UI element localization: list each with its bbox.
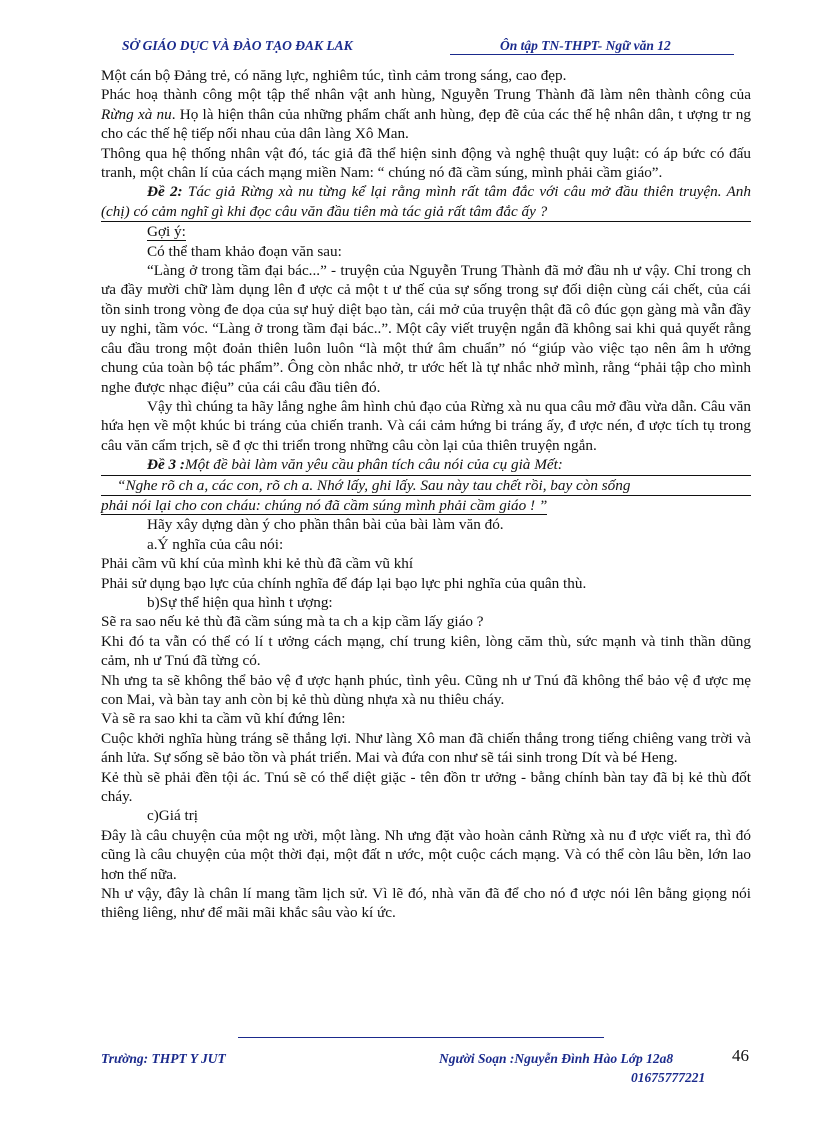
paragraph: Phải sử dụng bạo lực của chính nghĩa để đáp lại bạo lực phi nghĩa của quân thù. — [101, 574, 587, 592]
section-heading: b)Sự thể hiện qua hình t ượng: — [147, 593, 333, 611]
paragraph: Phải cầm vũ khí của mình khi kẻ thù đã cầm vũ khí — [101, 555, 414, 573]
document-body — [101, 66, 751, 923]
topic-2: Đề 2: Tác giả Rừng xà nu từng kể lại rằng mình rất tâm đắc với câu mở đầu thiên truyện. Anh (chị) có cảm nghĩ gì khi đọc câu văn đầu tiên mà tác giả rất tâm đắc ấy ? — [101, 182, 751, 222]
quote-line: “Nghe rõ ch a, các con, rõ ch a. Nhớ lấy, ghi lấy. Sau này tau chết rồi, bay còn sống — [101, 476, 751, 496]
page-number: 46 — [732, 1046, 749, 1065]
hint-heading: Gợi ý: — [147, 223, 186, 241]
footer-school: Trường: THPT Y JUT — [101, 1051, 226, 1066]
paragraph: Kẻ thù sẽ phải đền tội ác. Tnú sẽ có thể diệt giặc - tên đồn tr ưởng - bằng chính bàn tay đã bị kẻ thù đốt cháy. — [101, 768, 751, 806]
page-header — [122, 36, 734, 58]
paragraph: Đây là câu chuyện của một ng ười, một làng. Nh ưng đặt vào hoàn cảnh Rừng xà nu đ ược viết ra, thì đó cũng là câu chuyện của một thời đại, một đất n ước, một cuộc cách mạng. Và có thể còn lâu bền, lớn lao hơn thế nữa. — [101, 826, 751, 883]
paragraph: Nh ưng ta sẽ không thể bảo vệ đ ược hạnh phúc, tình yêu. Cũng nh ư Tnú đã không thể bảo vệ đ ược mẹ con Mai, và bàn tay anh còn bị kẻ thù dùng nhựa xà nu thiêu cháy. — [101, 671, 751, 708]
paragraph: Và sẽ ra sao khi ta cầm vũ khí đứng lên: — [101, 710, 346, 728]
page-footer — [101, 1048, 751, 1088]
header-subject: Ôn tập TN-THPT- Ngữ văn 12 — [450, 38, 734, 55]
paragraph: Hãy xây dựng dàn ý cho phần thân bài của bài làm văn đó. — [147, 516, 504, 534]
section-heading: a.Ý nghĩa của câu nói: — [147, 535, 284, 553]
paragraph: Cuộc khởi nghĩa hùng tráng sẽ thắng lợi. Như làng Xô man đã chiến thắng trong tiếng chiêng vang trời và ánh lửa. Sự sống sẽ bảo tồn và phát triển. Mai và đứa con như sẽ tái sinh trong Dít và bé Heng. — [101, 729, 751, 767]
quote-line: phải nói lại cho con cháu: chúng nó đã cầm súng mình phải cầm giáo ! ” — [101, 496, 548, 514]
paragraph: Khi đó ta vẫn có thể có lí t ưởng cách mạng, chí trung kiên, lòng căm thù, sức mạnh và tinh thần dũng cảm, nh ư Tnú đã từng có. — [101, 632, 751, 670]
section-heading: c)Giá trị — [147, 807, 199, 825]
paragraph: Vậy thì chúng ta hãy lắng nghe âm hình chủ đạo của Rừng xà nu qua câu mở đầu vừa dẫn. Câu văn hứa hẹn về một khúc bi tráng của chiến tranh. Và cái cảm hứng bi tráng ấy, đ ược nén, đ ược tích tụ trong câu văn cẩm trịch, sẽ đ ợc thi triển trong những câu còn lại của thiên truyện ngắn. — [101, 397, 751, 454]
footer-phone: 01675777221 — [631, 1070, 706, 1085]
paragraph: Nh ư vậy, đây là chân lí mang tầm lịch sử. Vì lẽ đó, nhà văn đã để cho nó đ ược nói lên bằng giọng nói thiêng liêng, như để mãi mãi khắc sâu vào kí ức. — [101, 885, 751, 922]
paragraph: Có thể tham khảo đoạn văn sau: — [147, 242, 342, 260]
paragraph: Phác hoạ thành công một tập thể nhân vật anh hùng, Nguyễn Trung Thành đã làm nên thành công của Rừng xà nu. Họ là hiện thân của những phẩm chất anh hùng, đẹp đẽ của các thế hệ nhân dân, t ượng tr ng cho các thế hệ tiếp nối nhau của dân làng Xô Man. — [101, 86, 751, 143]
topic-3: Đề 3 :Một đề bài làm văn yêu cầu phân tích câu nói của cụ già Mết: — [101, 455, 751, 475]
paragraph: Thông qua hệ thống nhân vật đó, tác giả đã thể hiện sinh động và nghệ thuật quy luật: có áp bức có đấu tranh, một chân lí của cách mạng miền Nam: “ chúng nó đã cầm súng, mình phải cầm giáo”. — [101, 144, 751, 182]
paragraph: Sẽ ra sao nếu kẻ thù đã cầm súng mà ta ch a kịp cầm lấy giáo ? — [101, 613, 484, 631]
footer-divider — [238, 1037, 604, 1038]
work-title: Rừng xà nu — [101, 105, 172, 123]
footer-author: Người Soạn :Nguyễn Đình Hào Lớp 12a8 — [439, 1051, 674, 1066]
paragraph: Một cán bộ Đảng trẻ, có năng lực, nghiêm túc, tình cảm trong sáng, cao đẹp. — [101, 67, 567, 84]
paragraph: “Làng ở trong tầm đại bác...” - truyện của Nguyễn Trung Thành đã mở đầu nh ư vậy. Chỉ trong ch ưa đầy mười chữ làm dụng lên đ ược cả một t ư thế của sự sống trong sự đối diện cùng cái chết, của cái tồn sinh trong vòng đe dọa của sự huỷ diệt bạo tàn, cái mở của truyện thật đã cô đúc gọn gàng mà vẫn đầy uy nghi, tầm vóc. “Làng ở trong tầm đại bác..”. Một cây viết truyện ngắn đã không sai khi quả quyết rằng câu đầu trong một đoản thiên luôn luôn “là một thứ âm chuẩn” nó “giúp vào việc tạo nên âm h ưởng chung của toàn bộ tác phẩm”. Ông còn nhắc nhở, tr ước hết là tự nhắc nhở mình, rằng “phải tập cho mình nghe được nhạc điệu” của cái câu đầu tiên đó. — [101, 262, 751, 396]
header-department: SỞ GIÁO DỤC VÀ ĐÀO TẠO ĐAK LAK — [122, 38, 353, 53]
